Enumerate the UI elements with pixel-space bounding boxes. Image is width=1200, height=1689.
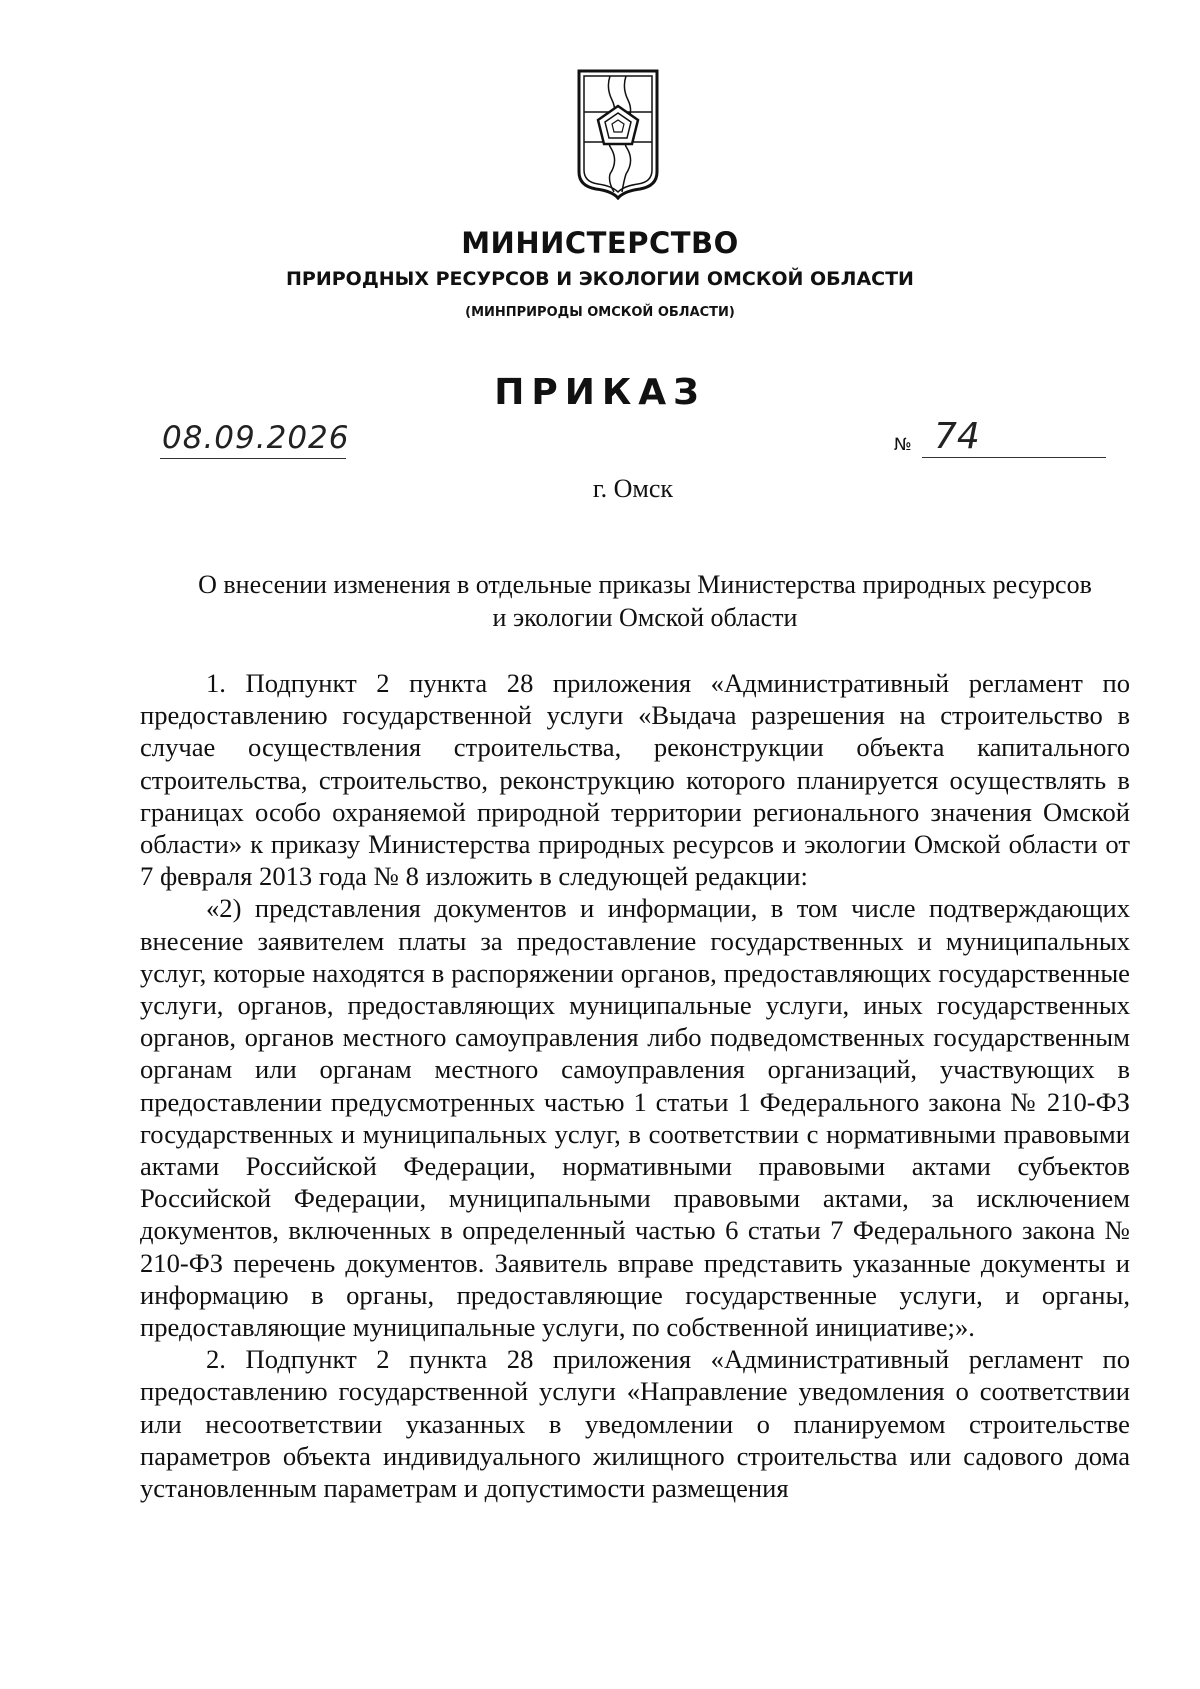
ministry-short-name: (МИНПРИРОДЫ ОМСКОЙ ОБЛАСТИ): [465, 305, 735, 320]
date-field: [160, 418, 350, 459]
omsk-coat-of-arms-icon: [576, 68, 660, 200]
ministry-subtitle: ПРИРОДНЫХ РЕСУРСОВ И ЭКОЛОГИИ ОМСКОЙ ОБЛАСТИ: [286, 268, 914, 290]
title-line-2: и экологии Омской области: [492, 603, 798, 632]
number-label: №: [894, 435, 912, 455]
paragraph-2: «2) представления документов и информации, в том числе подтверждающих внесение заявителем платы за предоставление государственных и муниципальных услуг, которые находятся в распоряжении органов, предоставляющих государственные услуги, органов, предоставляющих муниципальные услуги, иных государственных органов, органов местного самоуправления либо подведомственных государственным органам или органам местного самоуправления организаций, участвующих в предоставлении предусмотренных частью 1 статьи 1 Федерального закона № 210-ФЗ государственных и муниципальных услуг, в соответствии с нормативными правовыми актами Российской Федерации, нормативными правовыми актами субъектов Российской Федерации, муниципальными правовыми актами, за исключением документов, включенных в определенный частью 6 статьи 7 Федерального закона № 210-ФЗ перечень документов. Заявитель вправе представить указанные документы и информацию в органы, предоставляющие государственные услуги, и органы, предоставляющие муниципальные услуги, по собственной инициативе;».: [140, 893, 1130, 1343]
date-value: 08.09.2026: [162, 420, 350, 456]
ministry-name: МИНИСТЕРСТВО: [461, 226, 739, 260]
number-field: [922, 410, 1106, 458]
title-line-1: О внесении изменения в отдельные приказы Министерства природных ресурсов: [198, 570, 1092, 599]
city: г. Омск: [592, 474, 674, 503]
paragraph-1: 1. Подпункт 2 пункта 28 приложения «Административный регламент по предоставлению государственной услуги «Выдача разрешения на строительство в случае осуществления строительства, реконструкции объекта капитального строительства, строительство, реконструкцию которого планируется осуществлять в границах особо охраняемой природной территории регионального значения Омской области» к приказу Министерства природных ресурсов и экологии Омской области от 7 февраля 2013 года № 8 изложить в следующей редакции:: [140, 668, 1130, 892]
document-title: [120, 568, 1170, 634]
document-type: ПРИКАЗ: [494, 372, 706, 413]
paragraph-3: 2. Подпункт 2 пункта 28 приложения «Административный регламент по предоставлению государственной услуги «Направление уведомления о соответствии или несоответствии указанных в уведомлении о планируемом строительстве параметров объекта индивидуального жилищного строительства или садового дома установленным параметрам и допустимости размещения: [140, 1344, 1130, 1504]
number-value: 74: [934, 416, 980, 457]
document-body: [140, 667, 1130, 1504]
